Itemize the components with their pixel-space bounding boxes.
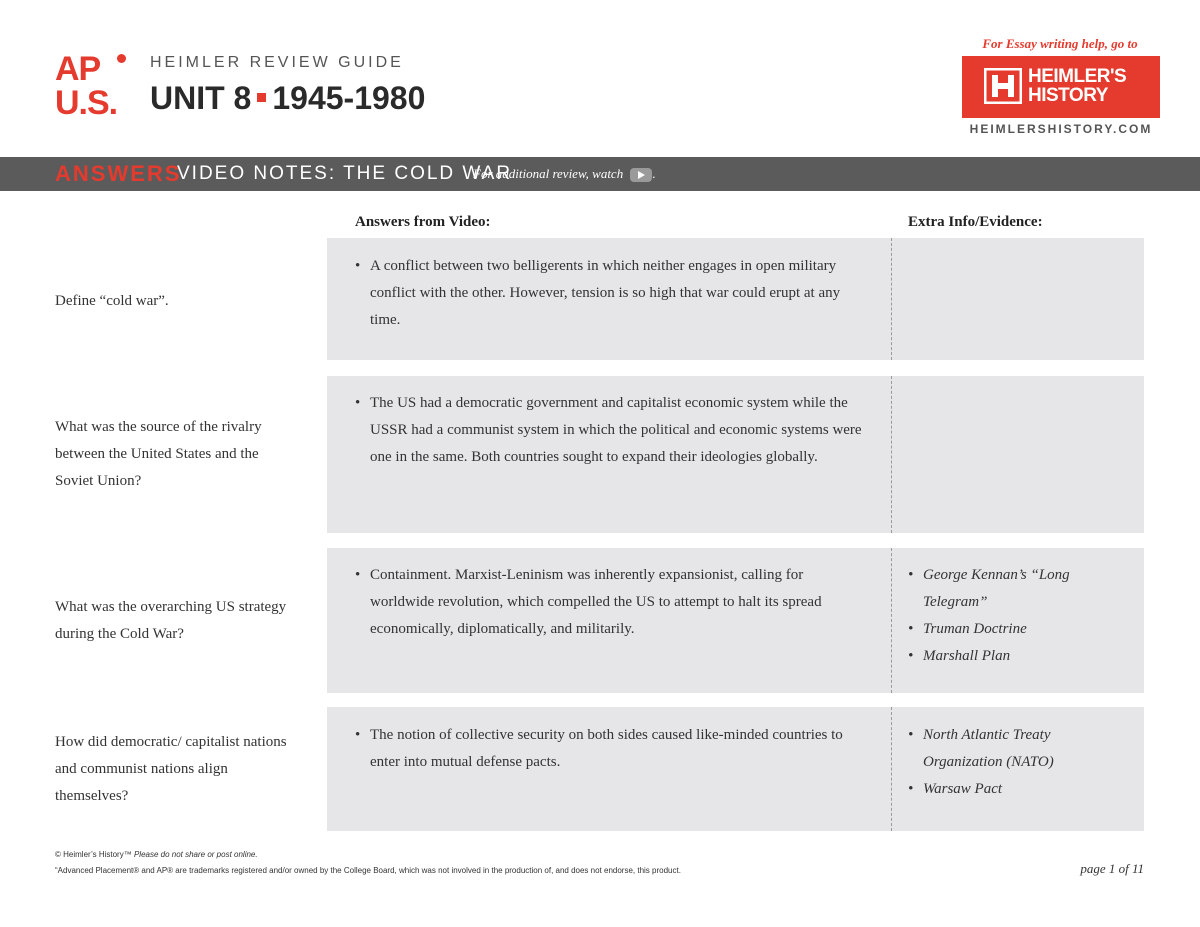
ap-us-logo [55, 52, 130, 122]
answer-1 [355, 253, 870, 334]
us-logo-text: U.S. [55, 84, 118, 122]
heimlers-history-logo[interactable] [962, 56, 1160, 118]
answer-2-text: • The US had a democratic government and capitalist economic system while the USSR had a communist system in which the political and economic systems were one in the same. Both countries sought to expand their ideologies globally. [355, 390, 870, 471]
title-bar [0, 157, 1200, 191]
extra-3 [908, 562, 1128, 670]
heimler-h-icon [984, 68, 1022, 104]
question-4: How did democratic/ capitalist nations and communist nations align themselves? [55, 734, 287, 804]
extra-column-header: Extra Info/Evidence: [908, 214, 1043, 230]
row-divider [891, 707, 892, 831]
row-divider [891, 376, 892, 533]
extra-4-item: • North Atlantic Treaty Organization (NATO) [908, 722, 1128, 776]
answer-3 [355, 562, 870, 643]
extra-3-item: • Marshall Plan [908, 643, 1128, 670]
footer-legal: “Advanced Placement® and AP® are trademarks registered and/or owned by the College Board, which was not involved in the production of, and does not endorse, this product. [55, 866, 681, 875]
essay-help-text: For Essay writing help, go to [982, 36, 1138, 51]
footer-copyright [55, 850, 258, 859]
unit-title [150, 80, 425, 117]
title-separator-icon [257, 93, 266, 102]
brand-name [1028, 67, 1126, 105]
answer-4 [355, 722, 870, 776]
registered-mark-icon [117, 54, 126, 63]
question-2: What was the source of the rivalry between the United States and the Soviet Union? [55, 419, 262, 489]
brand-name-line1: HEIMLER'S [1028, 66, 1127, 87]
site-url-link[interactable]: HEIMLERSHISTORY.COM [969, 122, 1153, 136]
share-note: Please do not share or post online. [133, 850, 258, 859]
extra-4-item: • Warsaw Pact [908, 776, 1128, 803]
row-divider [891, 548, 892, 693]
video-notes-title: VIDEO NOTES: THE COLD WAR [177, 163, 513, 184]
extra-3-item: • George Kennan’s “Long Telegram” [908, 562, 1128, 616]
question-1: Define “cold war”. [55, 293, 169, 309]
answer-4-text: • The notion of collective security on both sides caused like-minded countries to enter into mutual defense pacts. [355, 722, 870, 776]
copyright-text: © Heimler’s History™ [55, 850, 132, 859]
brand-name-line2: HISTORY [1028, 85, 1108, 106]
extra-4 [908, 722, 1128, 803]
page-number: page 1 of 11 [1080, 861, 1144, 876]
review-note: For additional review, watch . [473, 166, 656, 181]
extra-3-item: • Truman Doctrine [908, 616, 1128, 643]
answers-label: ANSWERS [55, 161, 182, 186]
row-divider [891, 238, 892, 360]
unit-years: 1945-1980 [272, 80, 426, 116]
answer-2 [355, 390, 870, 471]
ap-logo-text: AP [55, 50, 101, 88]
question-3: What was the overarching US strategy during the Cold War? [55, 599, 287, 642]
unit-label: UNIT 8 [150, 80, 252, 116]
answer-3-text: • Containment. Marxist-Leninism was inherently expansionist, calling for worldwide revolution, which compelled the US to attempt to halt its spread economically, diplomatically, and militarily. [355, 562, 870, 643]
review-note-text: For additional review, watch [473, 166, 624, 181]
guide-label: HEIMLER REVIEW GUIDE [150, 54, 404, 71]
answers-column-header: Answers from Video: [355, 214, 491, 230]
answer-1-text: • A conflict between two belligerents in which neither engages in open military conflict with the other. However, tension is so high that war could erupt at any time. [355, 253, 870, 334]
youtube-play-icon[interactable] [630, 168, 652, 182]
